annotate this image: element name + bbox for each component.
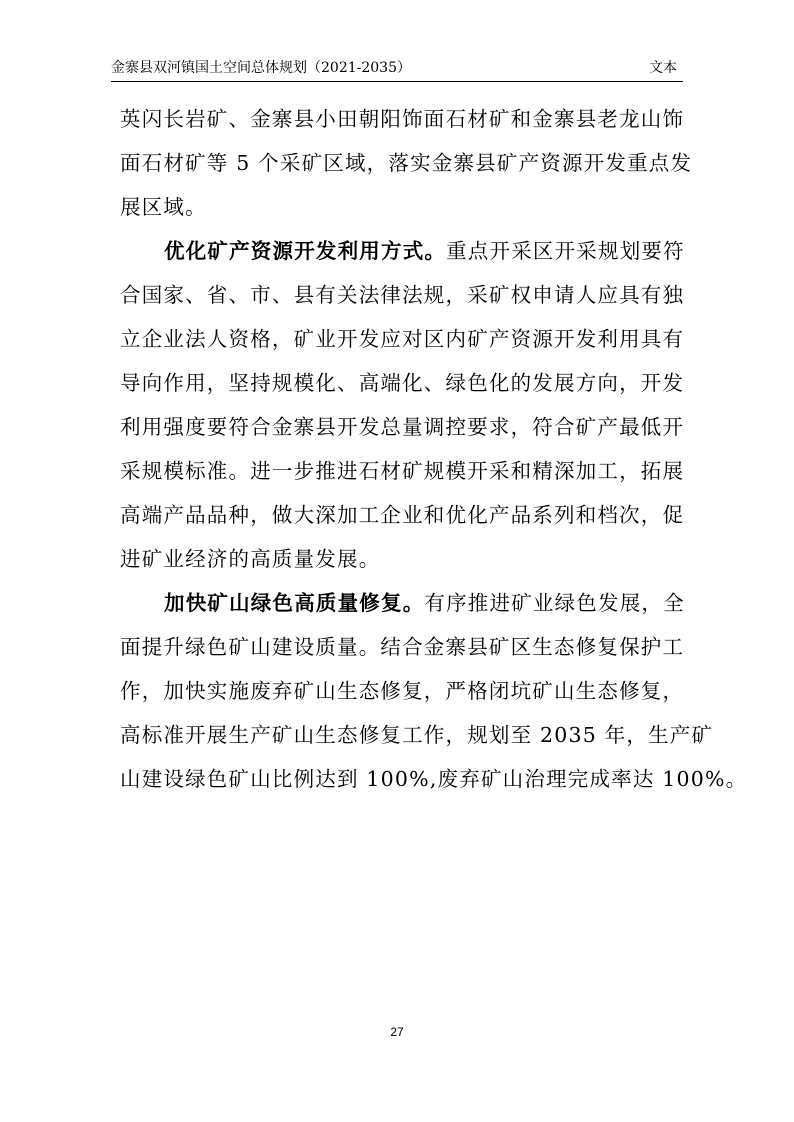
text-fragment: 重点开采区开采规划要符: [446, 239, 685, 263]
text-line: 山建设绿色矿山比例达到 100%,废弃矿山治理完成率达 100%。: [120, 767, 748, 791]
text-line: 面石材矿等 5 个采矿区域，落实金寨县矿产资源开发重点发: [120, 151, 693, 175]
text-line: [120, 229, 686, 273]
header-section-label: 文本: [649, 60, 677, 76]
page-number: 27: [390, 1025, 404, 1039]
running-header: [111, 58, 683, 80]
text-line: 采规模标准。进一步推进石材矿规模开采和精深加工，拓展: [120, 459, 685, 483]
paragraph-green-restoration: [120, 581, 748, 801]
text-line: 展区域。: [120, 195, 207, 219]
text-fragment: 有序推进矿业绿色发展，全: [424, 591, 685, 615]
text-line: 合国家、省、市、县有关法律法规，采矿权申请人应具有独: [120, 283, 685, 307]
text-line: 高标准开展生产矿山生态修复工作，规划至 2035 年，生产矿: [120, 723, 714, 747]
text-line: 进矿业经济的高质量发展。: [120, 547, 381, 571]
text-line: 立企业法人资格，矿业开发应对区内矿产资源开发利用具有: [120, 327, 685, 351]
text-line: 英闪长岩矿、金寨县小田朝阳饰面石材矿和金寨县老龙山饰: [120, 107, 685, 131]
paragraph-lead-heading: 加快矿山绿色高质量修复。: [164, 591, 425, 615]
header-title: 金寨县双河镇国土空间总体规划（2021-2035）: [111, 60, 411, 76]
text-line: [120, 581, 686, 625]
paragraph-mine-areas: [120, 97, 693, 229]
text-line: 导向作用，坚持规模化、高端化、绿色化的发展方向，开发: [120, 371, 685, 395]
text-line: 面提升绿色矿山建设质量。结合金寨县矿区生态修复保护工: [120, 635, 685, 659]
text-line: 利用强度要符合金寨县开发总量调控要求，符合矿产最低开: [120, 415, 685, 439]
body-text: [120, 97, 748, 801]
paragraph-optimize-utilization: [120, 229, 686, 581]
header-rule: [111, 81, 683, 82]
paragraph-lead-heading: 优化矿产资源开发利用方式。: [164, 239, 447, 263]
text-line: 作，加快实施废弃矿山生态修复，严格闭坑矿山生态修复，: [120, 679, 685, 703]
text-line: 高端产品品种，做大深加工企业和优化产品系列和档次，促: [120, 503, 685, 527]
